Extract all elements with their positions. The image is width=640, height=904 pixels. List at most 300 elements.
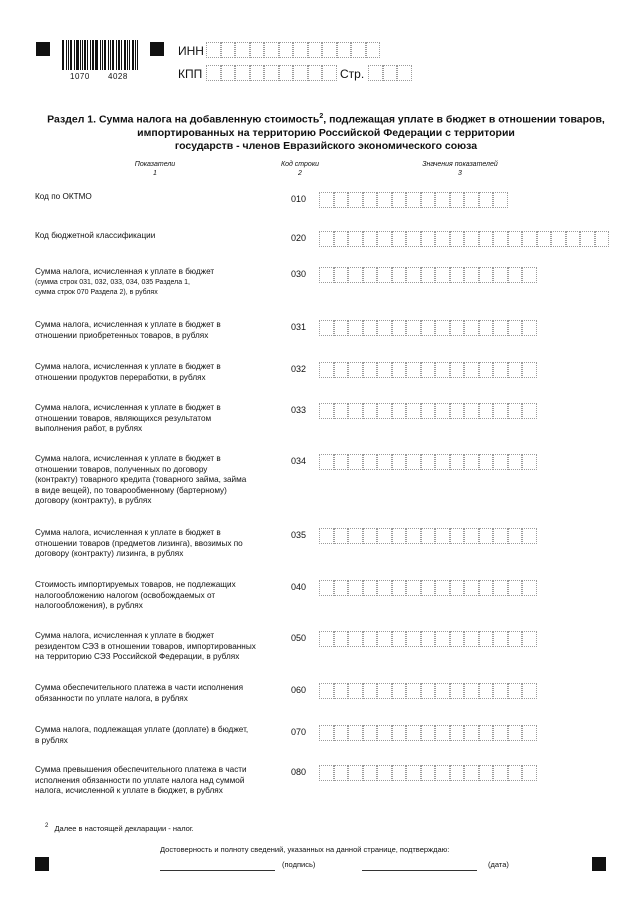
digit-cell[interactable] bbox=[479, 362, 494, 378]
digit-cell[interactable] bbox=[479, 267, 494, 283]
digit-cell[interactable] bbox=[334, 320, 349, 336]
row-code: 031 bbox=[291, 322, 307, 332]
digit-cell[interactable] bbox=[522, 362, 537, 378]
digit-cell[interactable] bbox=[206, 42, 221, 58]
digit-cell[interactable] bbox=[319, 580, 334, 596]
digit-cell[interactable] bbox=[406, 320, 421, 336]
value-field-020[interactable] bbox=[319, 231, 609, 247]
digit-cell[interactable] bbox=[464, 454, 479, 470]
digit-cell[interactable] bbox=[450, 725, 465, 741]
row-label-line: выполнения работ, в рублях bbox=[35, 424, 143, 433]
digit-cell[interactable] bbox=[348, 683, 363, 699]
digit-cell[interactable] bbox=[406, 725, 421, 741]
digit-cell[interactable] bbox=[392, 528, 407, 544]
digit-cell[interactable] bbox=[435, 320, 450, 336]
row-code: 040 bbox=[291, 582, 307, 592]
digit-cell[interactable] bbox=[479, 580, 494, 596]
digit-cell[interactable] bbox=[508, 403, 523, 419]
barcode-bar bbox=[90, 40, 91, 70]
digit-cell[interactable] bbox=[392, 267, 407, 283]
digit-cell[interactable] bbox=[319, 631, 334, 647]
digit-cell[interactable] bbox=[464, 683, 479, 699]
digit-cell[interactable] bbox=[351, 42, 366, 58]
digit-cell[interactable] bbox=[508, 528, 523, 544]
row-label-line: в виде вещей), по товарообменному (бартерному) bbox=[35, 485, 227, 495]
digit-cell[interactable] bbox=[348, 231, 363, 247]
digit-cell[interactable] bbox=[221, 65, 236, 81]
digit-cell[interactable] bbox=[279, 42, 294, 58]
digit-cell[interactable] bbox=[377, 454, 392, 470]
barcode-bar bbox=[116, 40, 117, 70]
barcode-bar bbox=[132, 40, 134, 70]
digit-cell[interactable] bbox=[493, 267, 508, 283]
digit-cell[interactable] bbox=[435, 403, 450, 419]
digit-cell[interactable] bbox=[264, 42, 279, 58]
digit-cell[interactable] bbox=[421, 362, 436, 378]
digit-cell[interactable] bbox=[435, 683, 450, 699]
barcode-bar bbox=[95, 40, 98, 70]
digit-cell[interactable] bbox=[363, 725, 378, 741]
digit-cell[interactable] bbox=[348, 580, 363, 596]
digit-cell[interactable] bbox=[319, 267, 334, 283]
digit-cell[interactable] bbox=[479, 765, 494, 781]
date-line[interactable] bbox=[362, 870, 477, 871]
digit-cell[interactable] bbox=[334, 231, 349, 247]
digit-cell[interactable] bbox=[493, 192, 508, 208]
row-label-line: (контракту) товарного кредита (товарного займа, займа bbox=[35, 475, 247, 484]
digit-cell[interactable] bbox=[377, 580, 392, 596]
digit-cell[interactable] bbox=[493, 403, 508, 419]
row-label-note: (сумма строк 031, 032, 033, 034, 035 Раздела 1, bbox=[35, 278, 190, 286]
digit-cell[interactable] bbox=[377, 192, 392, 208]
value-field-033[interactable] bbox=[319, 403, 537, 419]
digit-cell[interactable] bbox=[450, 580, 465, 596]
row-label bbox=[35, 725, 280, 746]
digit-cell[interactable] bbox=[493, 231, 508, 247]
digit-cell[interactable] bbox=[450, 765, 465, 781]
digit-cell[interactable] bbox=[334, 192, 349, 208]
digit-cell[interactable] bbox=[319, 683, 334, 699]
digit-cell[interactable] bbox=[508, 683, 523, 699]
digit-cell[interactable] bbox=[363, 765, 378, 781]
row-label-line: Сумма налога, подлежащая уплате (доплате) в бюджет, bbox=[35, 725, 249, 734]
digit-cell[interactable] bbox=[397, 65, 412, 81]
digit-cell[interactable] bbox=[508, 362, 523, 378]
digit-cell[interactable] bbox=[435, 267, 450, 283]
digit-cell[interactable] bbox=[479, 320, 494, 336]
digit-cell[interactable] bbox=[435, 765, 450, 781]
digit-cell[interactable] bbox=[421, 192, 436, 208]
digit-cell[interactable] bbox=[464, 528, 479, 544]
barcode-bar bbox=[112, 40, 114, 70]
digit-cell[interactable] bbox=[334, 267, 349, 283]
digit-cell[interactable] bbox=[537, 231, 552, 247]
digit-cell[interactable] bbox=[348, 454, 363, 470]
digit-cell[interactable] bbox=[406, 192, 421, 208]
digit-cell[interactable] bbox=[392, 631, 407, 647]
digit-cell[interactable] bbox=[319, 454, 334, 470]
digit-cell[interactable] bbox=[421, 320, 436, 336]
barcode-bar bbox=[118, 40, 121, 70]
barcode-bar bbox=[137, 40, 138, 70]
digit-cell[interactable] bbox=[566, 231, 581, 247]
digit-cell[interactable] bbox=[522, 454, 537, 470]
digit-cell[interactable] bbox=[406, 231, 421, 247]
digit-cell[interactable] bbox=[377, 765, 392, 781]
digit-cell[interactable] bbox=[406, 631, 421, 647]
digit-cell[interactable] bbox=[508, 725, 523, 741]
digit-cell[interactable] bbox=[319, 231, 334, 247]
row-label-line: исполнения обязанности по уплате налога над суммой bbox=[35, 775, 245, 785]
digit-cell[interactable] bbox=[522, 580, 537, 596]
column-header-name: Код строки bbox=[280, 161, 320, 168]
digit-cell[interactable] bbox=[377, 725, 392, 741]
digit-cell[interactable] bbox=[250, 42, 265, 58]
digit-cell[interactable] bbox=[508, 631, 523, 647]
digit-cell[interactable] bbox=[551, 231, 566, 247]
digit-cell[interactable] bbox=[479, 631, 494, 647]
digit-cell[interactable] bbox=[348, 725, 363, 741]
digit-cell[interactable] bbox=[308, 42, 323, 58]
digit-cell[interactable] bbox=[363, 267, 378, 283]
digit-cell[interactable] bbox=[363, 683, 378, 699]
digit-cell[interactable] bbox=[522, 683, 537, 699]
digit-cell[interactable] bbox=[377, 320, 392, 336]
barcode-bar bbox=[70, 40, 72, 70]
digit-cell[interactable] bbox=[334, 683, 349, 699]
digit-cell[interactable] bbox=[522, 231, 537, 247]
barcode-bar bbox=[127, 40, 128, 70]
barcode-number-right: 4028 bbox=[108, 72, 128, 81]
digit-cell[interactable] bbox=[348, 362, 363, 378]
page-label: Стр. bbox=[340, 67, 365, 81]
digit-cell[interactable] bbox=[334, 580, 349, 596]
row-code: 033 bbox=[291, 405, 307, 415]
column-header-name: Показатели bbox=[134, 161, 176, 168]
digit-cell[interactable] bbox=[421, 454, 436, 470]
digit-cell[interactable] bbox=[479, 403, 494, 419]
digit-cell[interactable] bbox=[479, 683, 494, 699]
digit-cell[interactable] bbox=[377, 403, 392, 419]
digit-cell[interactable] bbox=[392, 320, 407, 336]
digit-cell[interactable] bbox=[450, 631, 465, 647]
digit-cell[interactable] bbox=[421, 683, 436, 699]
digit-cell[interactable] bbox=[435, 192, 450, 208]
barcode-bar bbox=[124, 40, 126, 70]
digit-cell[interactable] bbox=[363, 231, 378, 247]
digit-cell[interactable] bbox=[479, 192, 494, 208]
digit-cell[interactable] bbox=[348, 403, 363, 419]
digit-cell[interactable] bbox=[464, 231, 479, 247]
corner-marker-bottom-left bbox=[35, 857, 49, 871]
digit-cell[interactable] bbox=[322, 42, 337, 58]
digit-cell[interactable] bbox=[464, 631, 479, 647]
digit-cell[interactable] bbox=[464, 765, 479, 781]
digit-cell[interactable] bbox=[392, 725, 407, 741]
digit-cell[interactable] bbox=[293, 42, 308, 58]
digit-cell[interactable] bbox=[493, 362, 508, 378]
row-label bbox=[35, 631, 280, 663]
barcode-bar bbox=[87, 40, 88, 70]
row-label bbox=[35, 528, 280, 560]
digit-cell[interactable] bbox=[522, 765, 537, 781]
column-header-number: 1 bbox=[153, 170, 157, 177]
digit-cell[interactable] bbox=[235, 42, 250, 58]
digit-cell[interactable] bbox=[392, 454, 407, 470]
digit-cell[interactable] bbox=[522, 528, 537, 544]
row-label bbox=[35, 580, 280, 612]
digit-cell[interactable] bbox=[363, 528, 378, 544]
barcode-bar bbox=[110, 40, 111, 70]
value-field-031[interactable] bbox=[319, 320, 537, 336]
row-code: 010 bbox=[291, 194, 307, 204]
barcode-bar bbox=[135, 40, 136, 70]
digit-cell[interactable] bbox=[450, 362, 465, 378]
digit-cell[interactable] bbox=[406, 403, 421, 419]
digit-cell[interactable] bbox=[522, 320, 537, 336]
digit-cell[interactable] bbox=[450, 454, 465, 470]
digit-cell[interactable] bbox=[221, 42, 236, 58]
digit-cell[interactable] bbox=[450, 403, 465, 419]
barcode-bar bbox=[102, 40, 103, 70]
digit-cell[interactable] bbox=[464, 725, 479, 741]
digit-cell[interactable] bbox=[421, 580, 436, 596]
digit-cell[interactable] bbox=[348, 192, 363, 208]
digit-cell[interactable] bbox=[392, 580, 407, 596]
row-label-line: отношении приобретенных товаров, в рублях bbox=[35, 330, 209, 340]
inn-field[interactable] bbox=[206, 42, 380, 58]
digit-cell[interactable] bbox=[406, 765, 421, 781]
digit-cell[interactable] bbox=[508, 454, 523, 470]
digit-cell[interactable] bbox=[435, 631, 450, 647]
digit-cell[interactable] bbox=[450, 683, 465, 699]
digit-cell[interactable] bbox=[334, 725, 349, 741]
digit-cell[interactable] bbox=[334, 765, 349, 781]
digit-cell[interactable] bbox=[368, 65, 383, 81]
value-field-032[interactable] bbox=[319, 362, 537, 378]
value-field-034[interactable] bbox=[319, 454, 537, 470]
digit-cell[interactable] bbox=[435, 580, 450, 596]
barcode-bar bbox=[92, 40, 94, 70]
digit-cell[interactable] bbox=[319, 192, 334, 208]
digit-cell[interactable] bbox=[464, 320, 479, 336]
digit-cell[interactable] bbox=[450, 267, 465, 283]
digit-cell[interactable] bbox=[421, 231, 436, 247]
digit-cell[interactable] bbox=[464, 362, 479, 378]
digit-cell[interactable] bbox=[493, 683, 508, 699]
digit-cell[interactable] bbox=[464, 267, 479, 283]
digit-cell[interactable] bbox=[479, 725, 494, 741]
digit-cell[interactable] bbox=[464, 580, 479, 596]
digit-cell[interactable] bbox=[421, 725, 436, 741]
digit-cell[interactable] bbox=[435, 454, 450, 470]
digit-cell[interactable] bbox=[580, 231, 595, 247]
digit-cell[interactable] bbox=[435, 725, 450, 741]
digit-cell[interactable] bbox=[334, 403, 349, 419]
digit-cell[interactable] bbox=[435, 528, 450, 544]
digit-cell[interactable] bbox=[392, 231, 407, 247]
digit-cell[interactable] bbox=[322, 65, 337, 81]
row-label-line: Код по ОКТМО bbox=[35, 192, 92, 201]
digit-cell[interactable] bbox=[450, 231, 465, 247]
value-field-050[interactable] bbox=[319, 631, 537, 647]
digit-cell[interactable] bbox=[334, 454, 349, 470]
digit-cell[interactable] bbox=[392, 683, 407, 699]
digit-cell[interactable] bbox=[363, 631, 378, 647]
signature-caption: (подпись) bbox=[282, 860, 316, 869]
digit-cell[interactable] bbox=[508, 267, 523, 283]
digit-cell[interactable] bbox=[319, 362, 334, 378]
barcode-bar bbox=[84, 40, 86, 70]
row-label bbox=[35, 231, 280, 242]
digit-cell[interactable] bbox=[421, 765, 436, 781]
kpp-label: КПП bbox=[178, 67, 203, 81]
digit-cell[interactable] bbox=[334, 528, 349, 544]
digit-cell[interactable] bbox=[334, 631, 349, 647]
digit-cell[interactable] bbox=[363, 362, 378, 378]
digit-cell[interactable] bbox=[479, 231, 494, 247]
digit-cell[interactable] bbox=[406, 528, 421, 544]
digit-cell[interactable] bbox=[421, 267, 436, 283]
digit-cell[interactable] bbox=[377, 231, 392, 247]
digit-cell[interactable] bbox=[435, 231, 450, 247]
digit-cell[interactable] bbox=[508, 231, 523, 247]
corner-marker-top-right bbox=[150, 42, 164, 56]
digit-cell[interactable] bbox=[319, 320, 334, 336]
digit-cell[interactable] bbox=[406, 267, 421, 283]
digit-cell[interactable] bbox=[508, 580, 523, 596]
digit-cell[interactable] bbox=[508, 320, 523, 336]
page-number-field[interactable] bbox=[368, 65, 412, 81]
kpp-field[interactable] bbox=[206, 65, 337, 81]
digit-cell[interactable] bbox=[464, 192, 479, 208]
digit-cell[interactable] bbox=[334, 362, 349, 378]
digit-cell[interactable] bbox=[508, 765, 523, 781]
digit-cell[interactable] bbox=[493, 631, 508, 647]
row-code: 060 bbox=[291, 685, 307, 695]
digit-cell[interactable] bbox=[392, 403, 407, 419]
date-caption: (дата) bbox=[488, 860, 509, 869]
digit-cell[interactable] bbox=[522, 403, 537, 419]
value-field-080[interactable] bbox=[319, 765, 537, 781]
digit-cell[interactable] bbox=[406, 580, 421, 596]
confirmation-text: Достоверность и полноту сведений, указанных на данной странице, подтверждаю: bbox=[160, 845, 450, 854]
digit-cell[interactable] bbox=[377, 631, 392, 647]
digit-cell[interactable] bbox=[293, 65, 308, 81]
signature-line[interactable] bbox=[160, 870, 275, 871]
digit-cell[interactable] bbox=[377, 683, 392, 699]
digit-cell[interactable] bbox=[493, 320, 508, 336]
value-field-030[interactable] bbox=[319, 267, 537, 283]
digit-cell[interactable] bbox=[319, 403, 334, 419]
row-label bbox=[35, 454, 280, 507]
row-label-line: Сумма налога, исчисленная к уплате в бюджет в bbox=[35, 528, 221, 537]
title-line3: государств - членов Евразийского экономического союза bbox=[174, 139, 478, 152]
digit-cell[interactable] bbox=[493, 580, 508, 596]
digit-cell[interactable] bbox=[348, 631, 363, 647]
digit-cell[interactable] bbox=[450, 320, 465, 336]
digit-cell[interactable] bbox=[522, 267, 537, 283]
digit-cell[interactable] bbox=[493, 528, 508, 544]
digit-cell[interactable] bbox=[493, 725, 508, 741]
digit-cell[interactable] bbox=[392, 765, 407, 781]
digit-cell[interactable] bbox=[250, 65, 265, 81]
digit-cell[interactable] bbox=[421, 403, 436, 419]
digit-cell[interactable] bbox=[406, 683, 421, 699]
digit-cell[interactable] bbox=[377, 362, 392, 378]
digit-cell[interactable] bbox=[377, 528, 392, 544]
digit-cell[interactable] bbox=[348, 320, 363, 336]
digit-cell[interactable] bbox=[479, 454, 494, 470]
row-label-line: договору (контракту) лизинга, в рублях bbox=[35, 549, 184, 558]
digit-cell[interactable] bbox=[450, 528, 465, 544]
digit-cell[interactable] bbox=[363, 192, 378, 208]
row-label-line: налога, исчисленной к уплате в бюджет, в рублях bbox=[35, 786, 223, 795]
digit-cell[interactable] bbox=[348, 765, 363, 781]
digit-cell[interactable] bbox=[363, 320, 378, 336]
digit-cell[interactable] bbox=[348, 528, 363, 544]
barcode-bar bbox=[129, 40, 130, 70]
digit-cell[interactable] bbox=[308, 65, 323, 81]
digit-cell[interactable] bbox=[206, 65, 221, 81]
digit-cell[interactable] bbox=[493, 765, 508, 781]
digit-cell[interactable] bbox=[435, 362, 450, 378]
digit-cell[interactable] bbox=[406, 362, 421, 378]
value-field-040[interactable] bbox=[319, 580, 537, 596]
digit-cell[interactable] bbox=[319, 725, 334, 741]
digit-cell[interactable] bbox=[421, 631, 436, 647]
digit-cell[interactable] bbox=[522, 725, 537, 741]
value-field-070[interactable] bbox=[319, 725, 537, 741]
digit-cell[interactable] bbox=[279, 65, 294, 81]
digit-cell[interactable] bbox=[406, 454, 421, 470]
digit-cell[interactable] bbox=[235, 65, 250, 81]
digit-cell[interactable] bbox=[479, 528, 494, 544]
row-label-line: Сумма обеспечительного платежа в части исполнения bbox=[35, 683, 244, 692]
digit-cell[interactable] bbox=[363, 403, 378, 419]
digit-cell[interactable] bbox=[383, 65, 398, 81]
barcode-bar bbox=[104, 40, 106, 70]
digit-cell[interactable] bbox=[595, 231, 610, 247]
digit-cell[interactable] bbox=[450, 192, 465, 208]
row-label-note: сумма строк 070 Раздела 2), в рублях bbox=[35, 289, 158, 296]
barcode-bar bbox=[66, 40, 67, 70]
digit-cell[interactable] bbox=[392, 192, 407, 208]
digit-cell[interactable] bbox=[377, 267, 392, 283]
digit-cell[interactable] bbox=[337, 42, 352, 58]
digit-cell[interactable] bbox=[392, 362, 407, 378]
digit-cell[interactable] bbox=[319, 765, 334, 781]
row-code: 034 bbox=[291, 456, 307, 466]
digit-cell[interactable] bbox=[493, 454, 508, 470]
digit-cell[interactable] bbox=[522, 631, 537, 647]
digit-cell[interactable] bbox=[363, 454, 378, 470]
digit-cell[interactable] bbox=[363, 580, 378, 596]
digit-cell[interactable] bbox=[464, 403, 479, 419]
digit-cell[interactable] bbox=[348, 267, 363, 283]
barcode bbox=[62, 40, 140, 70]
digit-cell[interactable] bbox=[366, 42, 381, 58]
value-field-060[interactable] bbox=[319, 683, 537, 699]
value-field-035[interactable] bbox=[319, 528, 537, 544]
digit-cell[interactable] bbox=[264, 65, 279, 81]
value-field-010[interactable] bbox=[319, 192, 508, 208]
row-label-line: Сумма налога, исчисленная к уплате в бюджет bbox=[35, 631, 215, 640]
row-label bbox=[35, 765, 280, 797]
row-label-line: отношении товаров, полученных по договору bbox=[35, 464, 208, 474]
digit-cell[interactable] bbox=[421, 528, 436, 544]
digit-cell[interactable] bbox=[319, 528, 334, 544]
